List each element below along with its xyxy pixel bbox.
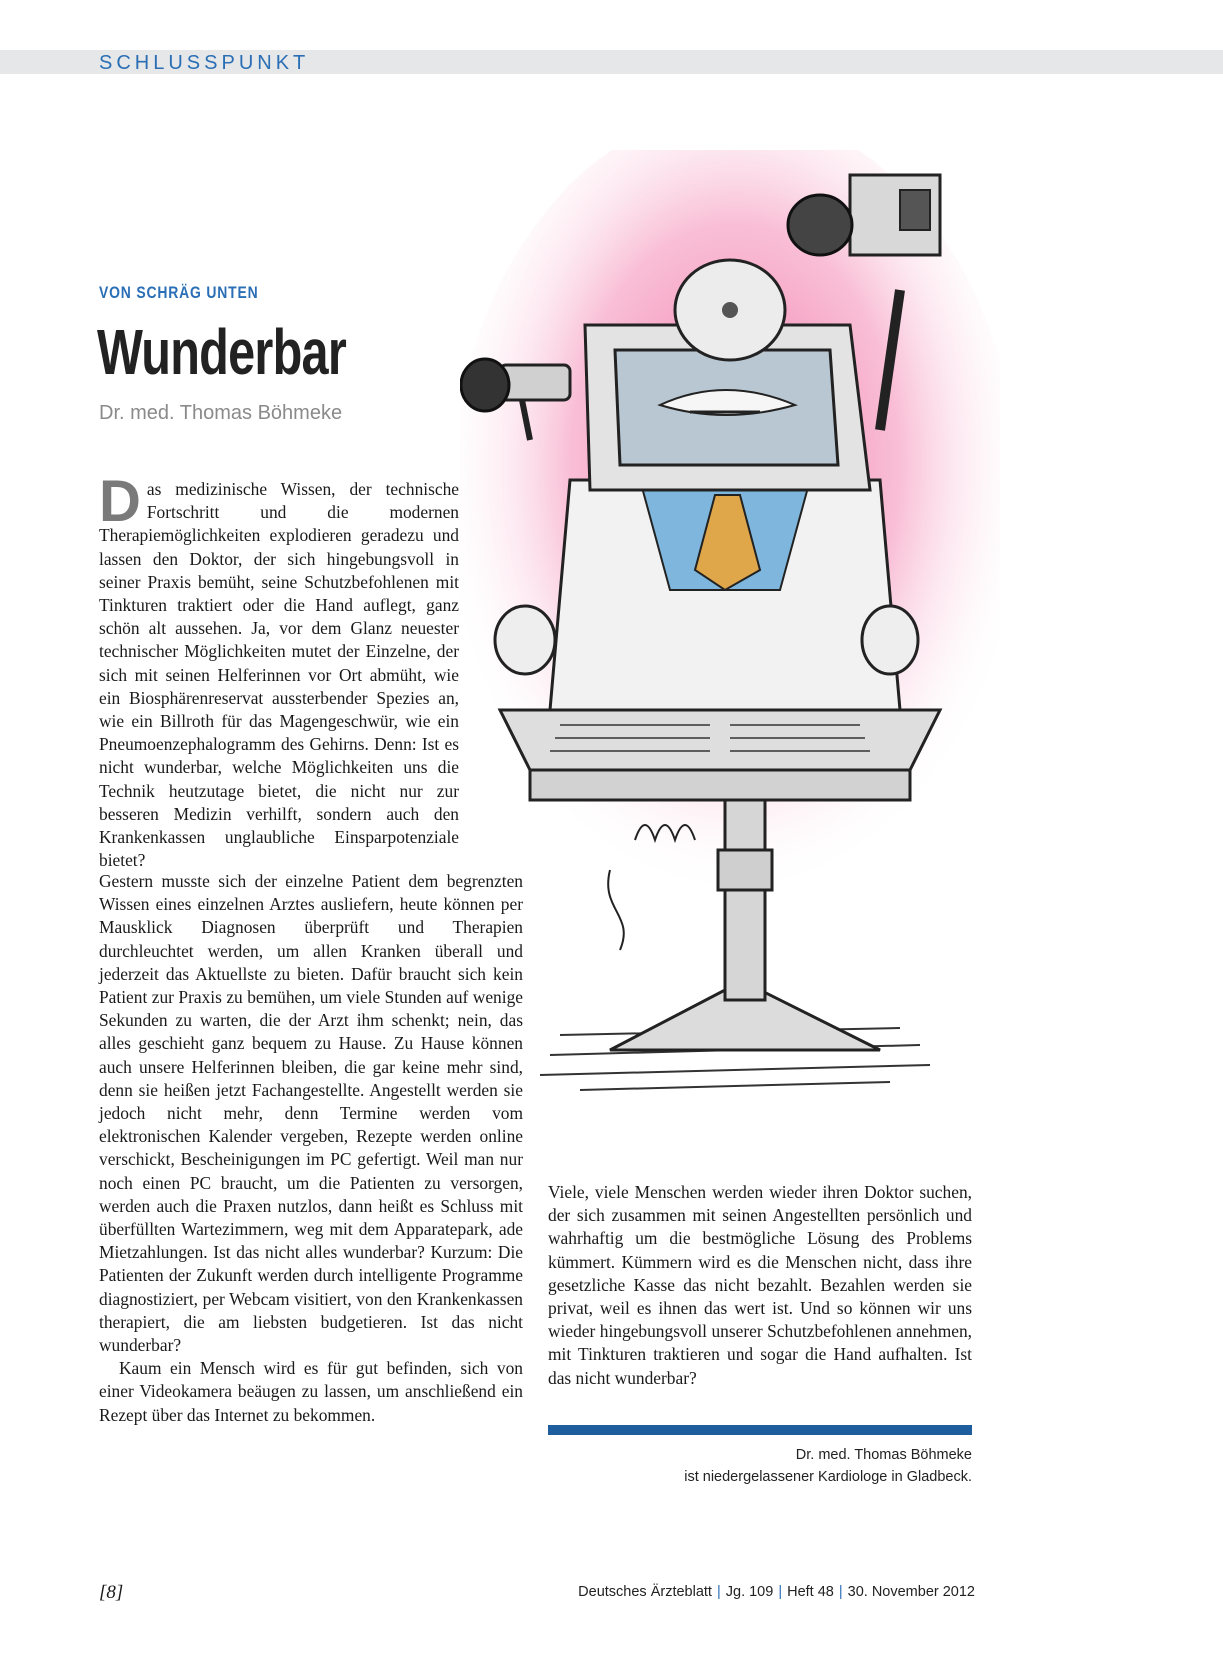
- cartoon-robot-doctor-illustration: [460, 150, 1000, 1100]
- robot-keyboard-tray: [500, 710, 940, 770]
- robot-desk-front: [530, 770, 910, 800]
- drop-cap: D: [99, 469, 141, 534]
- robot-stand-joint: [718, 850, 772, 890]
- microphone-head: [461, 359, 509, 411]
- author-note: [684, 1444, 972, 1488]
- author-rule: [548, 1425, 972, 1435]
- article-paragraph-3: Kaum ein Mensch wird es für gut befinden, sich von einer Videokamera beäugen zu lassen, um anschließend ein Rezept über das Internet zu bekommen.: [99, 1358, 523, 1425]
- paragraph-1-text: as medizinische Wissen, der technische Fortschritt und die modernen Therapiemöglichkeiten explodieren geradezu und lassen den Doktor, der sich hingebungsvoll in seiner Praxis bemüht, seine Schutzbefohlenen mit Tinkturen traktiert oder die Hand auflegt, ganz schön alt aussehen. Ja, vor dem Glanz neuester technischer Möglichkeiten mutet der Einzelne, der sich mit seinen Helferinnen vor Ort abmüht, wie ein Biosphärenreservat aussterbender Spezies an, wie ein Billroth für das Magengeschwür, wie ein Pneumoenzephalogramm des Gehirns. Denn: Ist es nicht wunderbar, welche Möglichkeiten uns die Technik heutzutage bietet, die nicht nur zur besseren Medizin verhilft, sondern auch den Krankenkassen unglaubliche Einsparpotenziale bietet?: [99, 479, 459, 871]
- article-byline: Dr. med. Thomas Böhmeke: [99, 402, 343, 424]
- article-paragraph-4: Viele, viele Menschen werden wieder ihren Doktor suchen, der sich zusammen mit seinen Angestellten persönlich und wahrhaftig um die bestmögliche Lösung des Problems kümmert. Kümmern wird es die Menschen nicht, dass ihre gesetzliche Kasse das nicht bezahlt. Bezahlen werden sie privat, weil es ihnen das wert ist. Und so können wir uns wieder hingebungsvoll unserer Schutzbefohlenen annehmen, mit Tinkturen traktieren und sogar die Hand aufhalten. Ist das nicht wunderbar?: [548, 1182, 972, 1388]
- section-label: SCHLUSSPUNKT: [99, 52, 310, 74]
- article-column-intro: [99, 469, 459, 872]
- article-kicker: VON SCHRÄG UNTEN: [99, 283, 259, 302]
- author-note-role: ist niedergelassener Kardiologe in Gladbeck.: [684, 1469, 972, 1485]
- head-mirror-center: [722, 302, 738, 318]
- microphone-body: [500, 365, 570, 400]
- journal-name: Deutsches Ärzteblatt: [578, 1584, 712, 1600]
- robot-right-hand: [862, 606, 918, 674]
- journal-volume: Jg. 109: [725, 1584, 774, 1600]
- article-paragraph-1: [99, 469, 459, 872]
- article-title: Wunderbar: [97, 316, 346, 388]
- robot-stand-pole: [725, 790, 765, 1000]
- author-note-name: Dr. med. Thomas Böhmeke: [795, 1447, 972, 1463]
- journal-date: 30. November 2012: [847, 1584, 975, 1600]
- camera-viewfinder: [900, 190, 930, 230]
- article-paragraph-2: Gestern musste sich der einzelne Patient dem begrenzten Wissen eines einzelnen Arztes ausliefern, heute können per Mausklick Diagnosen überprüft und Therapien durchleuchtet werden, um allen Kranken überall und jederzeit das Aktuellste zu bieten. Dafür braucht sich kein Patient zur Praxis zu bemühen, um viele Stunden auf wenige Sekunden zu warten, die der Arzt ihm schenkt; nein, das alles geschieht ganz bequem zu Hause. Zu Hause können auch unsere Helferinnen bleiben, die gar keine mehr sind, denn sie heißen jetzt Fachangestellte. Angestellt werden sie jedoch nicht mehr, denn Termine werden vom elektronischen Kalender vergeben, Rezepte werden online verschickt, Bescheinigungen im PC gefertigt. Weil man nur noch einen PC braucht, um die Patienten zu versorgen, werden auch die Praxen nutzlos, dann heißt es Schluss mit überfüllten Wartezimmern, weg mit dem Apparatepark, ade Mietzahlungen. Ist das nicht alles wunderbar? Kurzum: Die Patienten der Zukunft werden durch intelligente Programme diagnostiziert, per Webcam visitiert, von den Krankenkassen therapiert, die am liebsten budgetieren. Ist das nicht wunderbar?: [99, 871, 523, 1356]
- journal-footer: Deutsches Ärzteblatt | Jg. 109 | Heft 48 | 30. November 2012: [578, 1584, 975, 1600]
- journal-issue: Heft 48: [787, 1584, 834, 1600]
- article-column-right: [548, 1181, 972, 1390]
- robot-left-hand: [495, 606, 555, 674]
- page-number: [8]: [99, 1582, 124, 1603]
- camera-lens: [788, 195, 852, 255]
